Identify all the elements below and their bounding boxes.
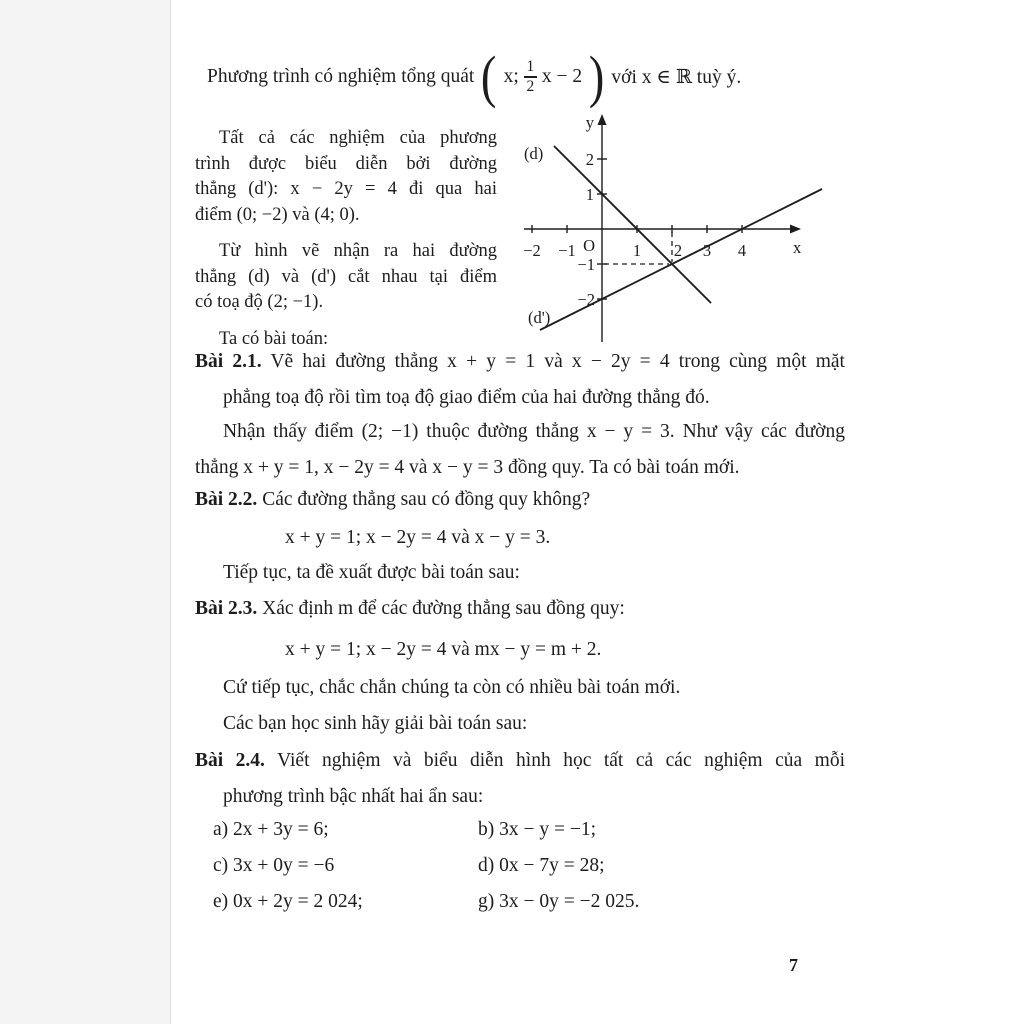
x-tick-label: 4 — [737, 241, 747, 260]
y-axis-label: y — [585, 113, 594, 132]
exercise-equation: 3x + 0y = −6 — [233, 855, 335, 876]
equation-2-2: x + y = 1; x − 2y = 4 và x − y = 3. — [285, 527, 551, 548]
text-line: Từ hình vẽ nhận ra hai đường — [219, 241, 497, 261]
text-line: Tất cả các nghiệm của phương — [219, 128, 497, 148]
paragraph-all-solutions — [195, 126, 497, 228]
exercise-item-b — [478, 812, 829, 848]
exercise-item-e — [213, 884, 478, 920]
text-line: thẳng (d) và (d') cắt nhau tại điểm — [195, 266, 497, 287]
x-tick-label: −2 — [523, 241, 541, 260]
problem-2-3-text: Xác định m để các đường thẳng sau đồng quy: — [262, 598, 625, 619]
y-tick-label: −1 — [577, 255, 595, 274]
problem-2-1 — [195, 344, 845, 416]
exercise-marker: d) — [478, 855, 495, 876]
exercise-marker: c) — [213, 855, 229, 876]
exercise-marker: e) — [213, 891, 229, 912]
text-line: điểm (0; −2) và (4; 0). — [195, 204, 360, 225]
text-line: Nhận thấy điểm (2; −1) thuộc đường thẳng x − y = 3. Như vậy các đường — [223, 421, 845, 442]
exercise-marker: a) — [213, 819, 229, 840]
exercise-equation: 0x + 2y = 2 024; — [233, 891, 363, 912]
text-line — [195, 743, 845, 779]
text-line: phương trình bậc nhất hai ẩn sau: — [223, 786, 484, 807]
problem-2-4-text: Viết nghiệm và biểu diễn hình học tất cả các nghiệm của mỗi — [277, 750, 845, 771]
x-tick-label: 3 — [702, 241, 712, 260]
x-tick-label: 2 — [673, 241, 683, 260]
y-tick-label: 2 — [585, 150, 594, 169]
exercise-marker: b) — [478, 819, 495, 840]
problem-2-3 — [195, 591, 845, 627]
fraction-numerator: 1 — [526, 58, 535, 76]
text-line: thẳng x + y = 1, x − 2y = 4 và x − y = 3 đồng quy. Ta có bài toán mới. — [195, 457, 740, 478]
origin-label: O — [583, 236, 595, 255]
fraction-denominator: 2 — [526, 77, 535, 95]
fraction-one-half — [524, 59, 537, 95]
y-tick-label: −2 — [577, 290, 595, 309]
problem-2-1-text: Vẽ hai đường thẳng x + y = 1 và x − 2y = 4 trong cùng một mặt — [270, 351, 845, 372]
line-d-label: (d) — [524, 144, 544, 163]
remark-students-solve: Các bạn học sinh hãy giải bài toán sau: — [223, 713, 528, 734]
y-tick-label: 1 — [585, 185, 594, 204]
exercise-item-g — [478, 884, 829, 920]
equation-2-3: x + y = 1; x − 2y = 4 và mx − y = m + 2. — [285, 639, 602, 660]
exercise-equation: 3x − 0y = −2 025. — [499, 891, 640, 912]
exercise-item-c — [213, 848, 478, 884]
tuple-x: x; — [503, 65, 519, 87]
line-d — [554, 146, 711, 303]
solution-tuple — [504, 59, 582, 95]
coordinate-graph — [498, 112, 838, 349]
page-number: 7 — [789, 955, 798, 975]
remark-more-problems: Cứ tiếp tục, chắc chắn chúng ta còn có nhiều bài toán mới. — [223, 677, 681, 698]
intro-tail-text: với x ∈ ℝ tuỳ ý. — [611, 67, 742, 88]
paragraph-lead-in: Ta có bài toán: — [219, 328, 329, 349]
text-line — [195, 591, 845, 627]
line-d-prime-label: (d') — [528, 308, 551, 327]
problem-2-2-label: Bài 2.2. — [195, 489, 258, 510]
x-axis-arrow — [790, 225, 801, 234]
book-page — [195, 0, 845, 1024]
x-tick-label: −1 — [558, 241, 576, 260]
text-line: trình được biểu diễn bởi đường — [195, 153, 497, 174]
tuple-rest: x − 2 — [541, 65, 583, 87]
problem-2-4 — [195, 743, 845, 815]
exercise-marker: g) — [478, 891, 495, 912]
problem-2-2-text: Các đường thẳng sau có đồng quy không? — [262, 489, 591, 510]
problem-2-1-label: Bài 2.1. — [195, 351, 262, 372]
text-line: thẳng (d'): x − 2y = 4 đi qua hai — [195, 179, 497, 199]
problem-2-4-label: Bài 2.4. — [195, 750, 265, 771]
paragraph-intersection — [195, 239, 497, 316]
exercise-list — [213, 812, 829, 920]
x-axis-label: x — [793, 238, 802, 257]
text-line — [195, 482, 845, 518]
text-line — [195, 344, 845, 380]
page-left-margin — [0, 0, 171, 1024]
exercise-item-a — [213, 812, 478, 848]
y-axis-arrow — [598, 114, 607, 125]
solution-text-column — [195, 126, 497, 363]
remark-next-problem: Tiếp tục, ta đề xuất được bài toán sau: — [223, 562, 520, 583]
problem-2-2 — [195, 482, 845, 518]
problem-2-3-label: Bài 2.3. — [195, 598, 258, 619]
intro-formula: Phương trình có nghiệm tổng quát ( x; $\frac{1}{2}$ x − 2 ) với x ∈ ℝ tuỳ ý. — [207, 44, 742, 109]
text-line: có toạ độ (2; −1). — [195, 292, 324, 312]
remark-concurrent-lines — [195, 414, 845, 486]
exercise-equation: 3x − y = −1; — [499, 819, 597, 840]
x-tick-label: 1 — [632, 241, 642, 260]
exercise-equation: 2x + 3y = 6; — [233, 819, 329, 840]
exercise-item-d — [478, 848, 829, 884]
text-line: phẳng toạ độ rồi tìm toạ độ giao điểm của hai đường thẳng đó. — [223, 387, 710, 408]
exercise-equation: 0x − 7y = 28; — [499, 855, 605, 876]
intro-lead-text: Phương trình có nghiệm tổng quát — [207, 66, 475, 87]
